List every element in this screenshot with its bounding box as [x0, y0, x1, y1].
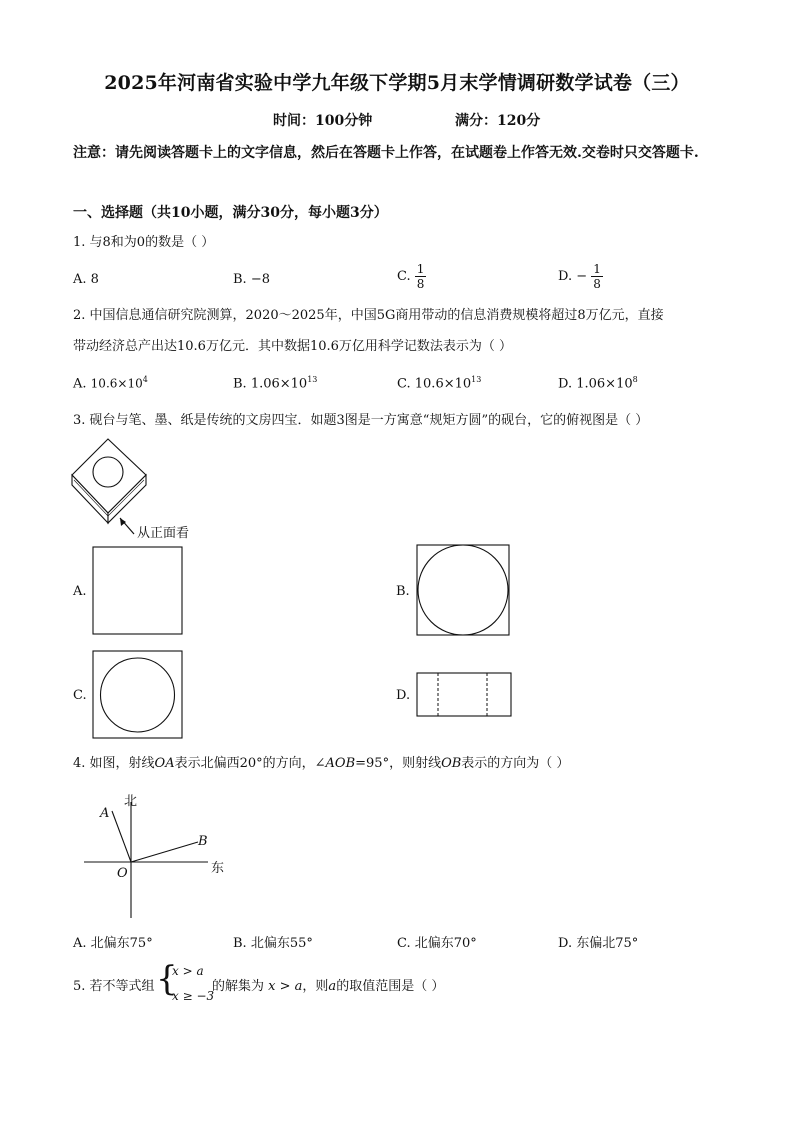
q5-text-1: 的解集为 [212, 979, 265, 994]
ray-ob [131, 842, 198, 862]
q5-inequality-1: x > a [172, 964, 204, 978]
q1-option-b: B. −8 [233, 272, 270, 287]
label-east: 东 [211, 861, 225, 876]
label-north: 北 [124, 794, 138, 809]
q4-option-a: A. 北偏东75° [73, 936, 153, 951]
q2-option-d-base: 1.06×10 [576, 376, 633, 392]
q5-variable-a: a [328, 979, 337, 994]
q5-solution-set: x > a [268, 979, 303, 994]
fraction-numerator: 1 [593, 262, 601, 276]
exam-time: 时间：100分钟 [273, 113, 373, 129]
q4-text-1: 4. 如图，射线 [73, 756, 155, 771]
q3-option-c-figure [92, 650, 184, 740]
q1-option-d-fraction [591, 262, 603, 291]
label-point-b: B [198, 834, 208, 849]
q4-option-d: D. 东偏北75° [558, 936, 639, 951]
question-2-line-1: 2. 中国信息通信研究院测算，2020～2025年，中国5G商用带动的信息消费规模将超过8万亿元，直接 [73, 308, 664, 323]
q2-option-d [558, 375, 638, 391]
q2-option-d-exponent: 8 [632, 375, 638, 384]
q1-option-a: A. 8 [73, 272, 99, 287]
q3-option-a-label: A. [73, 584, 87, 599]
exam-title: 2025年河南省实验中学九年级下学期5月末学情调研数学试卷（三） [104, 72, 690, 94]
q2-option-a-base: 10.6×10 [90, 376, 143, 391]
ray-oa [112, 811, 131, 862]
fraction-denominator: 8 [416, 277, 425, 291]
q3-option-b-label: B. [396, 584, 410, 599]
q2-option-c-exponent: 13 [471, 375, 482, 384]
q1-option-c-label: C. [397, 269, 411, 284]
q4-ray-oa: OA [154, 756, 175, 771]
q3-option-c-label: C. [73, 688, 87, 703]
q1-option-d-label: D. [558, 269, 573, 284]
q2-option-b-label: B. [233, 376, 247, 392]
q4-option-b: B. 北偏东55° [233, 936, 313, 951]
q2-option-c [397, 375, 481, 391]
q1-option-d-sign: − [576, 269, 588, 284]
q2-option-a-exponent: 4 [142, 375, 148, 384]
q4-text-4: 表示的方向为（ ） [461, 756, 570, 771]
q3-option-d-label: D. [396, 688, 411, 703]
q4-option-c: C. 北偏东70° [397, 936, 477, 951]
fraction-denominator: 8 [593, 277, 601, 291]
q5-inequality-2: x ≥ −3 [172, 989, 215, 1003]
q2-option-a-label: A. [73, 376, 87, 392]
q2-option-d-label: D. [558, 376, 573, 392]
q2-option-c-label: C. [397, 376, 411, 392]
view-direction-label: 从正面看 [137, 526, 190, 541]
exam-score: 满分：120分 [455, 113, 541, 129]
exam-notice: 注意：请先阅读答题卡上的文字信息，然后在答题卡上作答，在试题卷上作答无效.交卷时只交答题卡. [73, 145, 699, 161]
question-1-stem: 1. 与8和为0的数是（ ） [73, 235, 215, 250]
q2-option-b-exponent: 13 [307, 375, 318, 384]
q5-brace: { [156, 959, 178, 999]
q4-text-3: =95°，则射线 [355, 756, 442, 771]
q5-text-3: 的取值范围是（ ） [336, 979, 445, 994]
fraction-numerator: 1 [416, 262, 425, 276]
label-point-a: A [100, 806, 110, 821]
q3-option-d-figure [416, 672, 512, 718]
q1-option-c-fraction [415, 262, 427, 291]
section-title: 一、选择题（共10小题，满分30分，每小题3分） [73, 205, 388, 221]
q5-text-2: ，则 [302, 979, 329, 994]
question-4-stem [73, 754, 569, 774]
q5-rest [212, 977, 444, 997]
q2-option-a [73, 375, 148, 391]
q2-option-b [233, 375, 317, 391]
q5-prefix: 5. 若不等式组 [73, 979, 155, 994]
q4-text-2: 表示北偏西20°的方向，∠ [174, 756, 326, 771]
q2-option-b-base: 1.06×10 [250, 376, 308, 392]
label-point-o: O [117, 866, 128, 881]
q2-option-c-base: 10.6×10 [414, 376, 472, 392]
q1-option-d [558, 262, 603, 291]
q4-angle-aob: AOB [325, 756, 356, 771]
q1-option-c [397, 262, 426, 291]
q3-option-b-figure [416, 544, 511, 637]
question-2-line-2: 带动经济总产出达10.6万亿元．其中数据10.6万亿用科学记数法表示为（ ） [73, 339, 513, 354]
q4-ray-ob: OB [441, 756, 462, 771]
q3-option-a-figure [92, 546, 184, 636]
question-3-stem: 3. 砚台与笔、墨、纸是传统的文房四宝．如题3图是一方寓意“规矩方圆”的砚台，它的俯视图是（ ） [73, 413, 649, 428]
